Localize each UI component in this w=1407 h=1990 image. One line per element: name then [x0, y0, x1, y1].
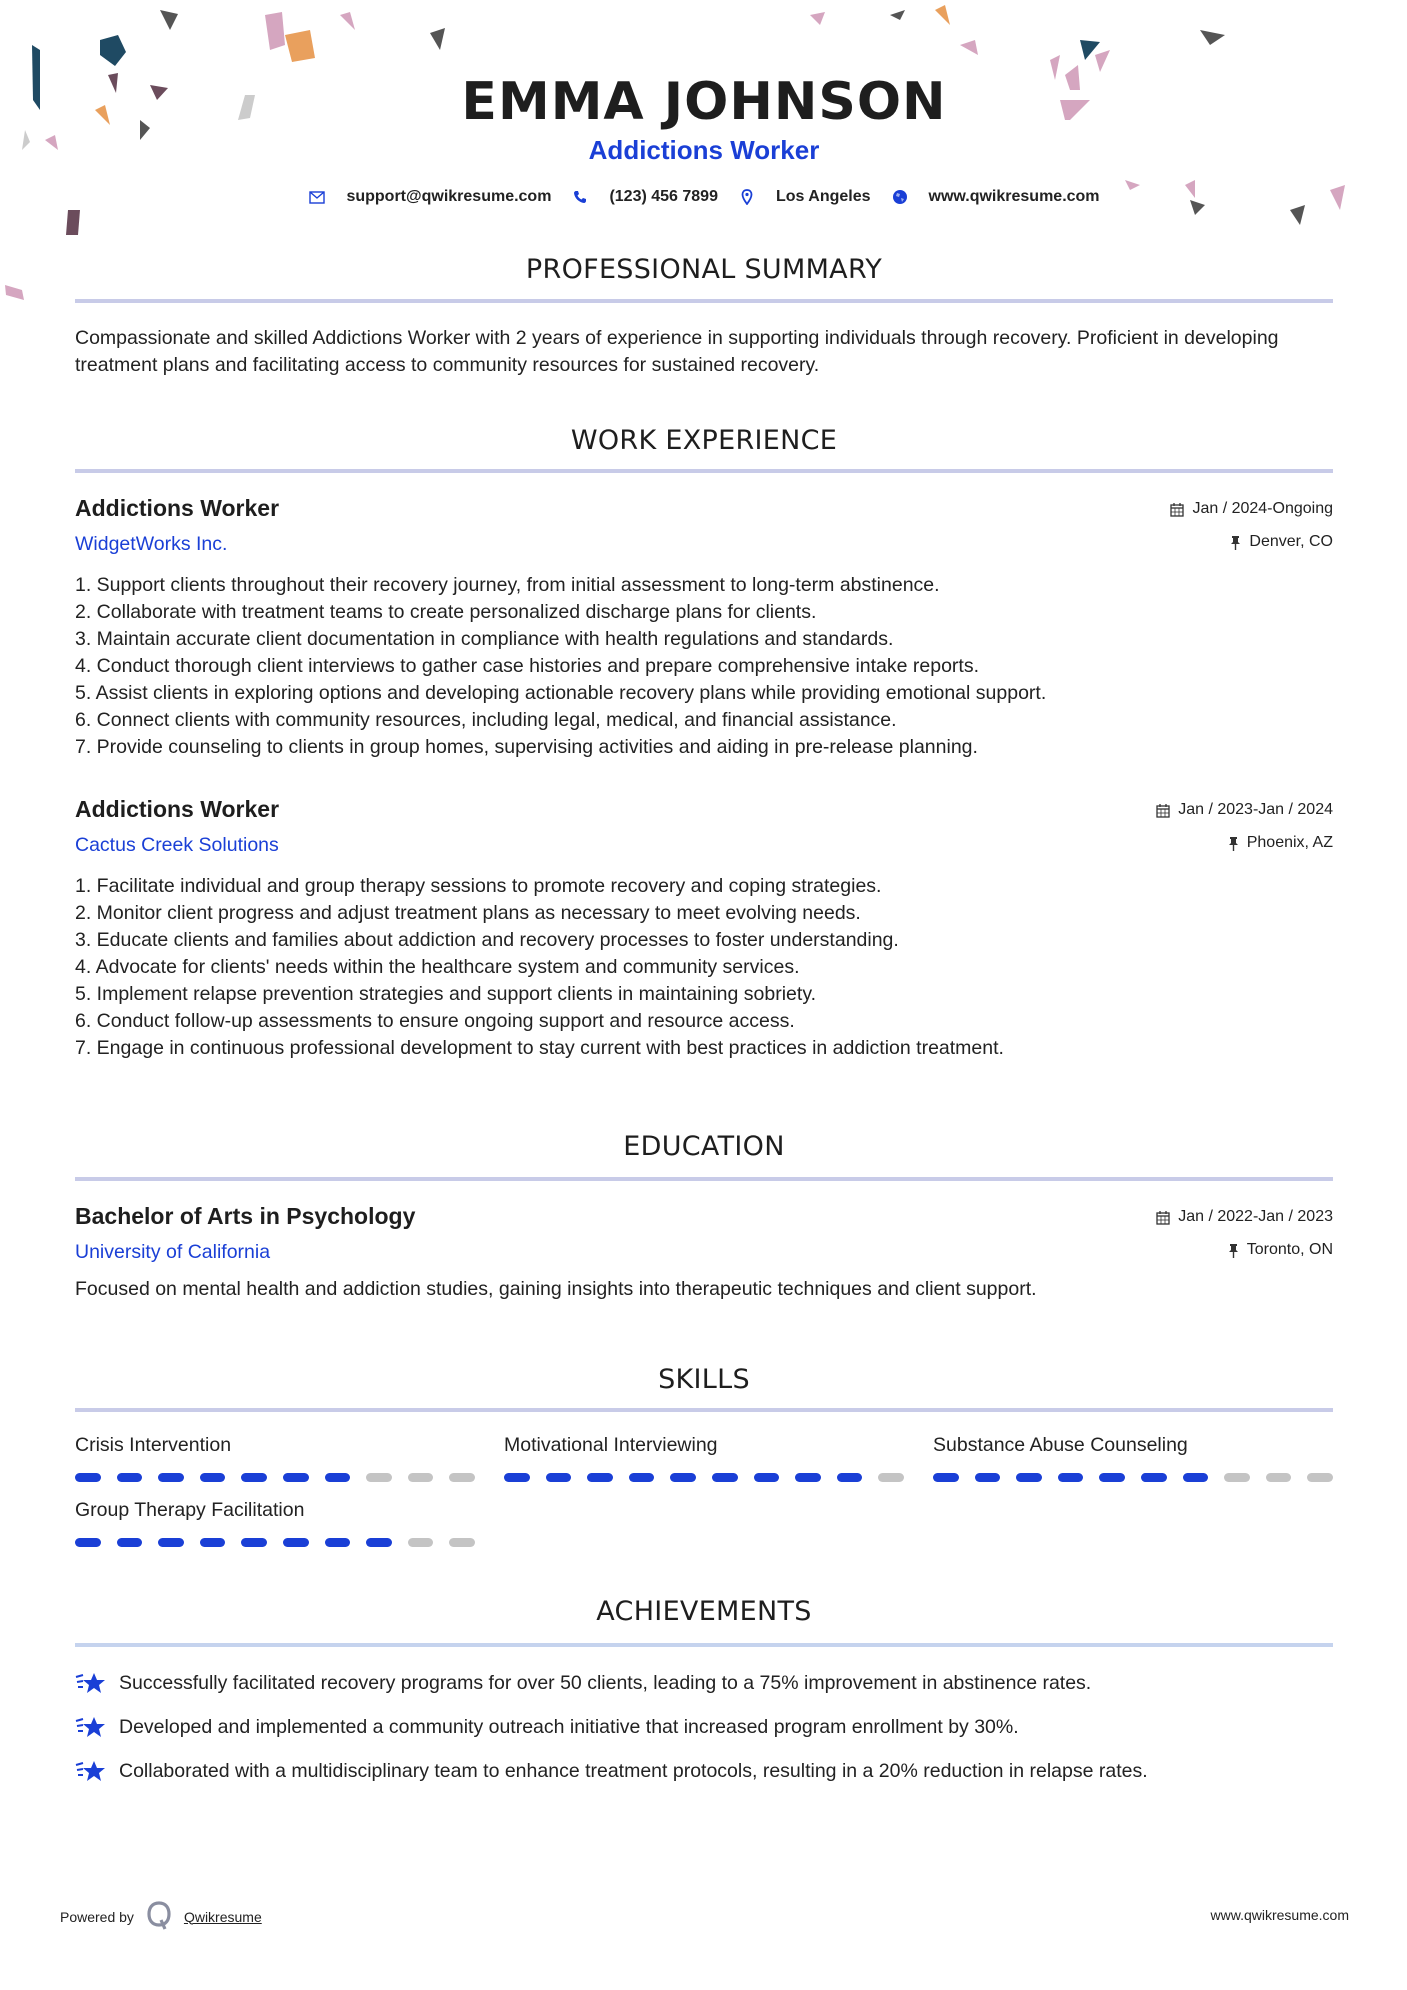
rating-dot-filled	[75, 1473, 101, 1482]
summary-text: Compassionate and skilled Addictions Worker with 2 years of experience in supporting individuals through recovery. Proficient in developing treatment plans and facilitating access to community resources for sustained recovery.	[75, 327, 1279, 376]
skill-item: Substance Abuse Counseling	[933, 1434, 1333, 1482]
duty-item: 7. Provide counseling to clients in group homes, supervising activities and aiding in pre-release planning.	[75, 736, 978, 758]
contact-bar	[75, 188, 1333, 206]
rating-dot-filled	[158, 1538, 184, 1547]
skill-item: Motivational Interviewing	[504, 1434, 904, 1482]
rating-dot-filled	[795, 1473, 821, 1482]
rating-dot-empty	[1307, 1473, 1333, 1482]
calendar-icon	[1156, 1210, 1170, 1225]
email-text: support@qwikresume.com	[346, 188, 552, 205]
rating-dot-filled	[200, 1473, 226, 1482]
rating-dot-empty	[449, 1473, 475, 1482]
website-text: www.qwikresume.com	[928, 188, 1100, 205]
rating-dot-filled	[75, 1538, 101, 1547]
duty-item: 5. Implement relapse prevention strategies and support clients in maintaining sobriety.	[75, 983, 817, 1005]
rating-dot-filled	[629, 1473, 655, 1482]
pushpin-icon	[1228, 836, 1239, 851]
rating-dot-empty	[449, 1538, 475, 1547]
rating-dot-filled	[1016, 1473, 1042, 1482]
pushpin-icon	[1228, 1243, 1239, 1258]
duty-item: 2. Monitor client progress and adjust treatment plans as necessary to meet evolving needs.	[75, 902, 861, 924]
achievement-item: Developed and implemented a community outreach initiative that increased program enrollment by 30%.	[75, 1714, 1333, 1740]
rating-dot-empty	[408, 1473, 434, 1482]
rating-dot-filled	[283, 1538, 309, 1547]
job-location: Phoenix, AZ	[1228, 834, 1333, 852]
rating-dot-filled	[1183, 1473, 1209, 1482]
skill-rating	[504, 1473, 904, 1482]
rating-dot-empty	[408, 1538, 434, 1547]
duty-item: 6. Connect clients with community resources, including legal, medical, and financial assistance.	[75, 709, 897, 731]
calendar-icon	[1170, 502, 1184, 517]
rating-dot-filled	[670, 1473, 696, 1482]
rating-dot-filled	[754, 1473, 780, 1482]
rating-dot-filled	[366, 1538, 392, 1547]
qwikresume-link[interactable]: Qwikresume	[183, 1908, 262, 1925]
phone-text: (123) 456 7899	[609, 188, 718, 205]
summary-divider	[75, 299, 1333, 303]
duty-item: 1. Support clients throughout their recovery journey, from initial assessment to long-term abstinence.	[75, 574, 940, 596]
rating-dot-filled	[587, 1473, 613, 1482]
pushpin-icon	[1230, 535, 1241, 550]
degree: Bachelor of Arts in Psychology	[75, 1203, 416, 1229]
duty-item: 3. Educate clients and families about addiction and recovery processes to foster understanding.	[75, 929, 899, 951]
rating-dot-empty	[1224, 1473, 1250, 1482]
experience-divider	[75, 469, 1333, 473]
candidate-name: EMMA JOHNSON	[461, 72, 947, 132]
envelope-icon	[308, 188, 326, 206]
rating-dot-empty	[366, 1473, 392, 1482]
duty-item: 5. Assist clients in exploring options and developing actionable recovery plans while providing emotional support.	[75, 682, 1047, 704]
rating-dot-filled	[1141, 1473, 1167, 1482]
job-1-duties	[75, 572, 1333, 761]
summary-heading: PROFESSIONAL SUMMARY	[525, 254, 883, 285]
job-company[interactable]: Cactus Creek Solutions	[75, 834, 279, 856]
rating-dot-filled	[283, 1473, 309, 1482]
footer-website[interactable]: www.qwikresume.com	[1210, 1907, 1349, 1923]
job-location: Denver, CO	[1230, 533, 1333, 551]
job-2-duties	[75, 873, 1333, 1062]
experience-heading: WORK EXPERIENCE	[570, 425, 838, 456]
duty-item: 7. Engage in continuous professional development to stay current with best practices in addiction treatment.	[75, 1037, 1004, 1059]
contact-location	[738, 188, 871, 206]
rating-dot-filled	[712, 1473, 738, 1482]
job-company[interactable]: WidgetWorks Inc.	[75, 533, 228, 555]
job-role: Addictions Worker	[75, 796, 280, 822]
duty-item: 4. Advocate for clients' needs within the healthcare system and community services.	[75, 956, 800, 978]
rating-dot-filled	[325, 1473, 351, 1482]
rating-dot-filled	[200, 1538, 226, 1547]
education-heading: EDUCATION	[623, 1131, 785, 1162]
contact-phone[interactable]	[571, 188, 718, 206]
education-divider	[75, 1177, 1333, 1181]
rating-dot-filled	[837, 1473, 863, 1482]
rating-dot-filled	[241, 1473, 267, 1482]
candidate-title: Addictions Worker	[588, 135, 820, 165]
rating-dot-empty	[1266, 1473, 1292, 1482]
achievements-divider	[75, 1643, 1333, 1647]
rating-dot-filled	[117, 1473, 143, 1482]
location-text: Los Angeles	[775, 188, 871, 205]
rating-dot-filled	[241, 1538, 267, 1547]
job-role: Addictions Worker	[75, 495, 280, 521]
shooting-star-icon	[75, 1758, 107, 1784]
achievement-item: Collaborated with a multidisciplinary team to enhance treatment protocols, resulting in a 20% reduction in relapse rates.	[75, 1758, 1333, 1784]
rating-dot-filled	[158, 1473, 184, 1482]
calendar-icon	[1156, 803, 1170, 818]
skill-rating	[75, 1538, 475, 1547]
skill-item: Crisis Intervention	[75, 1434, 475, 1482]
rating-dot-filled	[933, 1473, 959, 1482]
rating-dot-filled	[504, 1473, 530, 1482]
achievement-item: Successfully facilitated recovery programs for over 50 clients, leading to a 75% improvement in abstinence rates.	[75, 1670, 1333, 1696]
duty-item: 4. Conduct thorough client interviews to gather case histories and prepare comprehensive intake reports.	[75, 655, 979, 677]
rating-dot-filled	[117, 1538, 143, 1547]
school[interactable]: University of California	[75, 1241, 271, 1263]
skills-heading: SKILLS	[658, 1364, 750, 1395]
education-location: Toronto, ON	[1228, 1241, 1333, 1259]
job-date: Jan / 2023-Jan / 2024	[1156, 801, 1333, 819]
contact-email[interactable]	[308, 188, 551, 206]
globe-icon	[891, 188, 909, 206]
achievements-heading: ACHIEVEMENTS	[596, 1596, 812, 1627]
rating-dot-filled	[546, 1473, 572, 1482]
skills-divider	[75, 1408, 1333, 1412]
job-date: Jan / 2024-Ongoing	[1170, 500, 1333, 518]
education-date: Jan / 2022-Jan / 2023	[1156, 1208, 1333, 1226]
skill-item: Group Therapy Facilitation	[75, 1499, 475, 1547]
rating-dot-filled	[1058, 1473, 1084, 1482]
skill-rating	[75, 1473, 475, 1482]
rating-dot-filled	[975, 1473, 1001, 1482]
rating-dot-filled	[1099, 1473, 1125, 1482]
map-pin-icon	[738, 188, 756, 206]
duty-item: 6. Conduct follow-up assessments to ensure ongoing support and resource access.	[75, 1010, 795, 1032]
duty-item: 1. Facilitate individual and group therapy sessions to promote recovery and coping strategies.	[75, 875, 882, 897]
phone-icon	[571, 188, 589, 206]
duty-item: 2. Collaborate with treatment teams to create personalized discharge plans for clients.	[75, 601, 817, 623]
footer-powered-by: Powered by Qwikresume	[60, 1900, 262, 1933]
duty-item: 3. Maintain accurate client documentation in compliance with health regulations and standards.	[75, 628, 894, 650]
qwikresume-logo-icon	[146, 1900, 172, 1933]
shooting-star-icon	[75, 1670, 107, 1696]
rating-dot-empty	[878, 1473, 904, 1482]
skill-rating	[933, 1473, 1333, 1482]
rating-dot-filled	[325, 1538, 351, 1547]
education-description: Focused on mental health and addiction studies, gaining insights into therapeutic techniques and client support.	[75, 1278, 1037, 1300]
shooting-star-icon	[75, 1714, 107, 1740]
contact-website[interactable]	[891, 188, 1100, 206]
